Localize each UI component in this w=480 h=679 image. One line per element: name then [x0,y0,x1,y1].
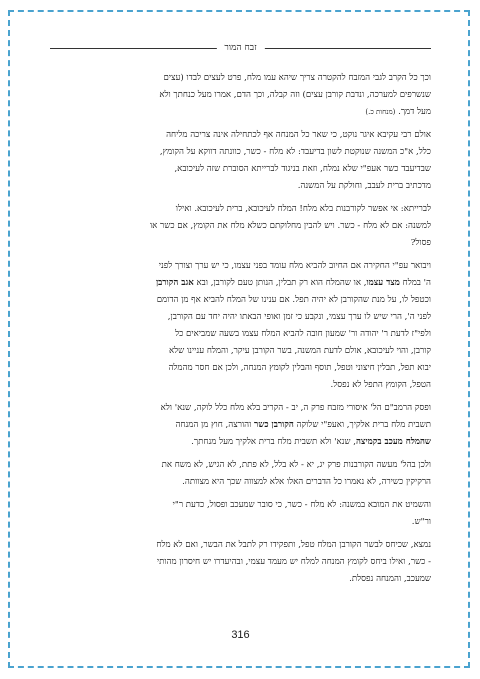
text-line: וכך כל הקרב לגבי המזבח להקטרה צריך שיהא עמו מלח, פרט לעצים לבדו (עצים [163,73,431,83]
header-title: זבח המור [216,40,264,56]
text-line: הרקיקין כשירה, לא נאמרו כל הדברים האלו אלא למצווה שכך היא מצוותה. [182,477,431,487]
text-line: קורבן, והוי לעיכובא, אולם לדעת המשנה, בשר הקורבן עיקר, והמלח עניינו שלא [168,346,431,356]
bold-text: מצד עצמו [366,278,400,288]
text-line: שמעכב, והמנחה נפסלת. [349,574,431,584]
body-text [50,70,431,588]
book-page [50,40,431,640]
text-line: ולכן בהל' מעשה הקורבנות פרק יג, יא - לא בלל, לא פתת, לא הגיש, לא משח את [161,460,431,470]
text-line [50,434,431,451]
bold-text: שהמלח מעכב בקמיצה [355,437,431,447]
text-line: ולפי"ז לדעת ר' יהודה ור' שמעון חובה להביא המלח עצמו בשעה שמביאים כל [175,329,431,339]
text-line: יבוא תפל, תבלין חיצוני וטפל, תוסף והבלין לקומץ המנחה, ולכן אם חסר מהמלה [168,363,431,373]
paragraph [50,127,431,195]
text-line: וכטפל לו, על מנת שהקורבן לא יהיה תפל. אם ענינו של המלח להביא אף מן הדומם [156,295,431,305]
text-segment: תשבית מלח ברית אלקיך, ואעפ"י שלוקה [293,420,431,430]
text-line: כלל, א"כ המשנה שנוקטת לשון בדיעבד: לא מלח - כשר, כוונתה דווקא על הקומץ, [159,147,431,157]
text-line: אולם רבי עקיבא איגר נוקט, כי שאר כל המנחה אף לכתחילה אינה צריכה מליחה [166,130,431,140]
bold-text: אגב הקורבן [155,278,194,288]
paragraph [50,258,431,394]
paragraph [50,70,431,121]
paragraph [50,457,431,491]
text-line: לפני ה', הרי שיש לו ערך עצמי, ונקבע כי זמן ואופי הבאתו יהיה יחד עם הקורבן, [167,312,431,322]
source-citation: (מנחות כ.) [365,108,396,116]
text-line [50,104,431,121]
text-line: שבדיעבד כשר אעפ"י שלא נמלח, וזאת בניגוד לברייתא הסוברת שזה לעיכובא, [174,164,431,174]
text-line: מדכתיב ברית לעבב, וחולקת על המשנה. [297,181,431,191]
text-line: לברייתא: אי אפשר לקורבנות בלא מלח! המלח לעיכובא, ברית לעיכובא. ואילו [175,204,431,214]
paragraph [50,201,431,252]
running-header [50,40,431,60]
text-line: נמצא, שכיחס לבשר הקורבן המלח טפל, ותפקידו רק לתבל את הבשר, ואם לא מלח [156,540,431,550]
text-segment: , שנא' ולא תשבית מלח ברית אלקיך מעל מנחתך. [191,437,356,447]
paragraph [50,497,431,531]
text-line: שנשרפים למערכה, ונדבת קורבן עצים) וזה קבלה, וכך הדם, אמרו מעל כנחתך ולא [159,90,431,100]
text-line [50,417,431,434]
text-line: למשנה: אם לא מלח - כשר. ויש להבין מחלוקתם כשלא מלח את הקומץ, אם כשר או [149,221,431,231]
text-segment: ה' במלח [399,278,431,288]
paragraph [50,537,431,588]
text-line: הטפל, הקומץ התפל לא נפסל. [330,380,431,390]
text-line: פסול? [410,238,431,248]
text-line: ור"ש. [411,517,431,527]
text-segment: , או שהמלח הוא רק תבלין, הנותן טעם לקורבן, ובא [193,278,367,288]
text-line [50,275,431,292]
text-line: ויבואר עפ"י החקירה אם החיוב להביא מלח עומד בפני עצמו, כי יש ערך וצורך לפני [158,261,431,271]
text-segment: והורצה, חוץ מן המנחה [175,420,255,430]
text-segment: מעל דמך. [395,107,431,117]
bold-text: הקורבן כשר [254,420,294,430]
page-number: 316 [231,629,250,641]
text-line: והשמיט את המובא במשנה: לא מלח - כשר, כי סובר שמעכב ופסול, כדעת ר"י [172,500,431,510]
text-line: ופסק הרמב"ם הל' איסורי מזבח פרק ה, יב - הקריב בלא מלח כלל לוקה, שנא' ולא [160,403,431,413]
text-line: - כשר, ואילו ביחס לקומץ המנחה למלח יש מעמד עצמי, ובהיעדרו יש חיסרון מהותי [156,557,431,567]
paragraph [50,400,431,451]
